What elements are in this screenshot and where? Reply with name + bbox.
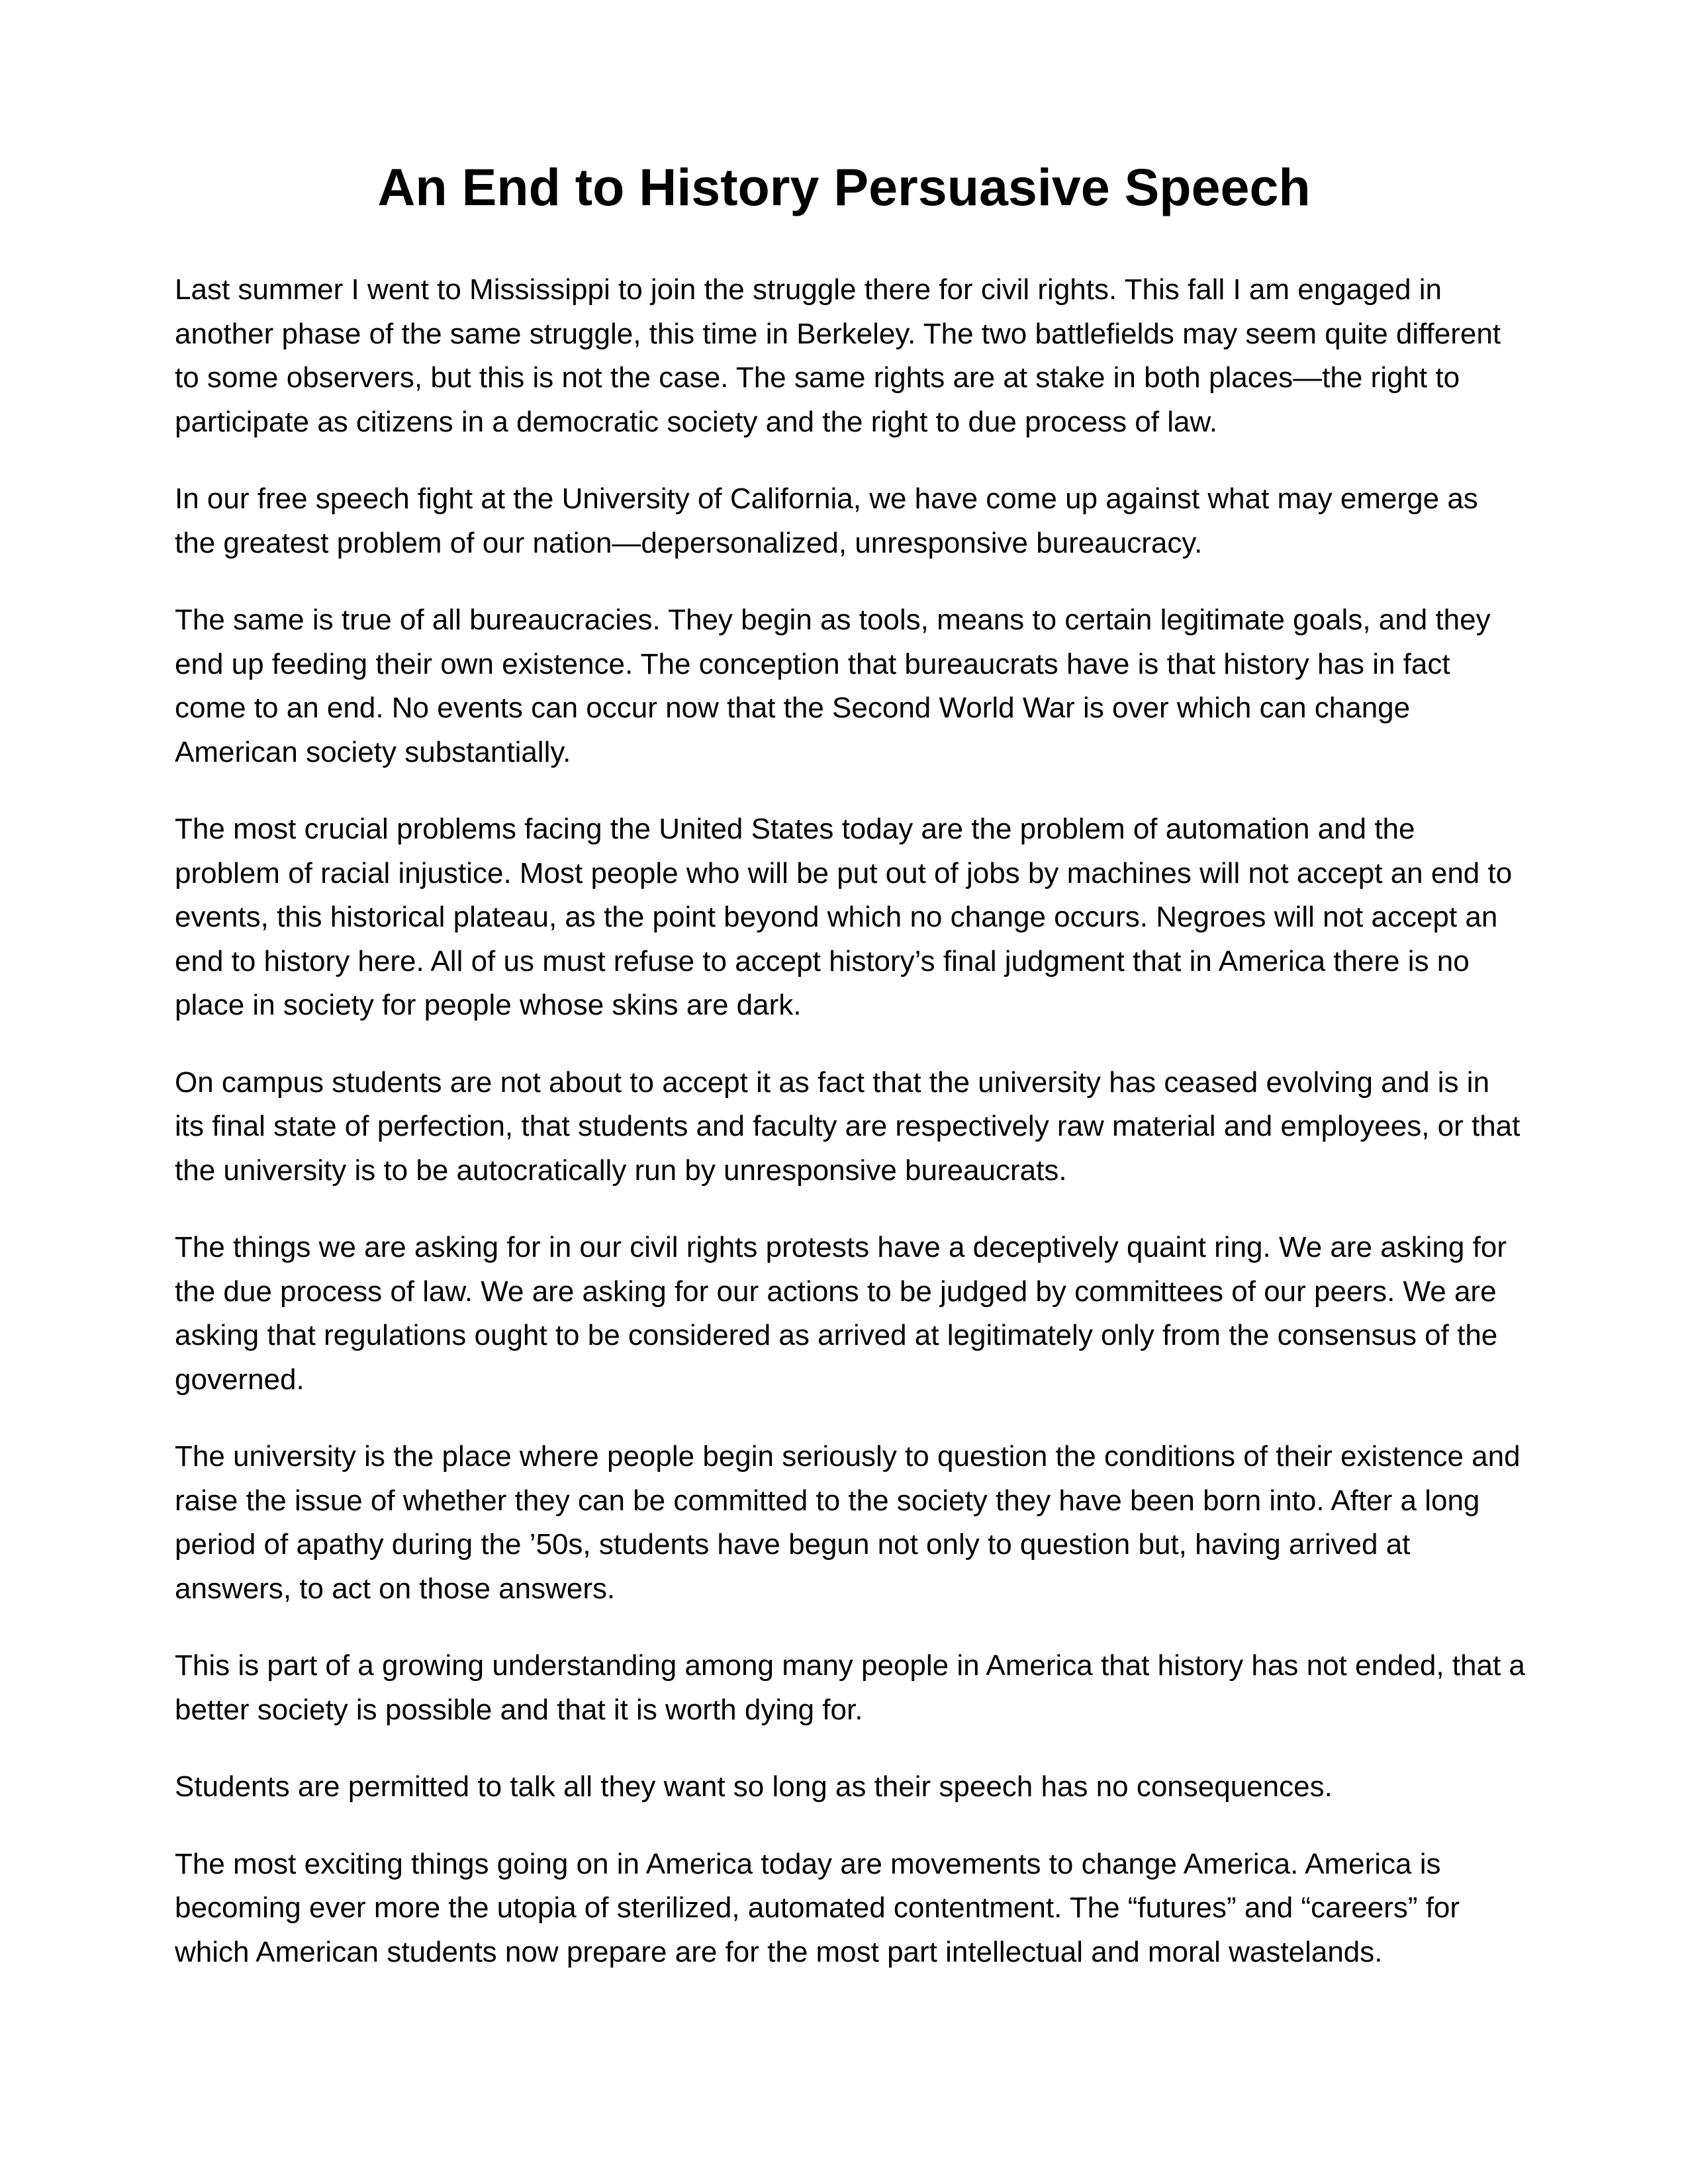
paragraph-10: The most exciting things going on in America today are movements to change America. America is becoming ever more the utopia of sterilized, automated contentment. The “futures” and “careers” for which American students now prepare are for the most part intellectual and moral wastelands. [175, 1847, 1460, 1968]
paragraph-9: Students are permitted to talk all they want so long as their speech has no consequences. [175, 1770, 1333, 1803]
paragraph-7: The university is the place where people begin seriously to question the conditions of their existence and raise the issue of whether they can be committed to the society they have been born into. After a long period of apathy during the ’50s, students have begun not only to question but, having arrived at answers, to act on those answers. [175, 1440, 1521, 1605]
paragraph-3: The same is true of all bureaucracies. They begin as tools, means to certain legitimate goals, and they end up feeding their own existence. The conception that bureaucrats have is that history has in fact come to an end. No events can occur now that the Second World War is over which can change American society substantially. [175, 604, 1491, 768]
paragraph-4: The most crucial problems facing the United States today are the problem of automation and the problem of racial injustice. Most people who will be put out of jobs by machines will not accept an end to events, this historical plateau, as the point beyond which no change occurs. Negroes will not accept an end to history here. All of us must refuse to accept history’s final judgment that in America there is no place in society for people whose skins are dark. [175, 813, 1513, 1021]
paragraph-2: In our free speech fight at the University of California, we have come up against what may emerge as the greatest problem of our nation—depersonalized, unresponsive bureaucracy. [175, 482, 1478, 559]
paragraph-8: This is part of a growing understanding among many people in America that history has not ended, that a better society is possible and that it is worth dying for. [175, 1649, 1525, 1726]
document-title: An End to History Persuasive Speech [377, 158, 1311, 216]
paragraph-6: The things we are asking for in our civil rights protests have a deceptively quaint ring. We are asking for the due process of law. We are asking for our actions to be judged by committees of our peers. We are asking that regulations ought to be considered as arrived at legitimately only from the consensus of the governed. [175, 1231, 1507, 1396]
paragraph-5: On campus students are not about to accept it as fact that the university has ceased evolving and is in its final state of perfection, that students and faculty are respectively raw material and employees, or that the university is to be autocratically run by unresponsive bureaucrats. [175, 1066, 1521, 1187]
document-body [175, 268, 1525, 2007]
paragraph-1: Last summer I went to Mississippi to join the struggle there for civil rights. This fall I am engaged in another phase of the same struggle, this time in Berkeley. The two battlefields may seem quite different to some observers, but this is not the case. The same rights are at stake in both places—the right to participate as citizens in a democratic society and the right to due process of law. [175, 273, 1501, 438]
